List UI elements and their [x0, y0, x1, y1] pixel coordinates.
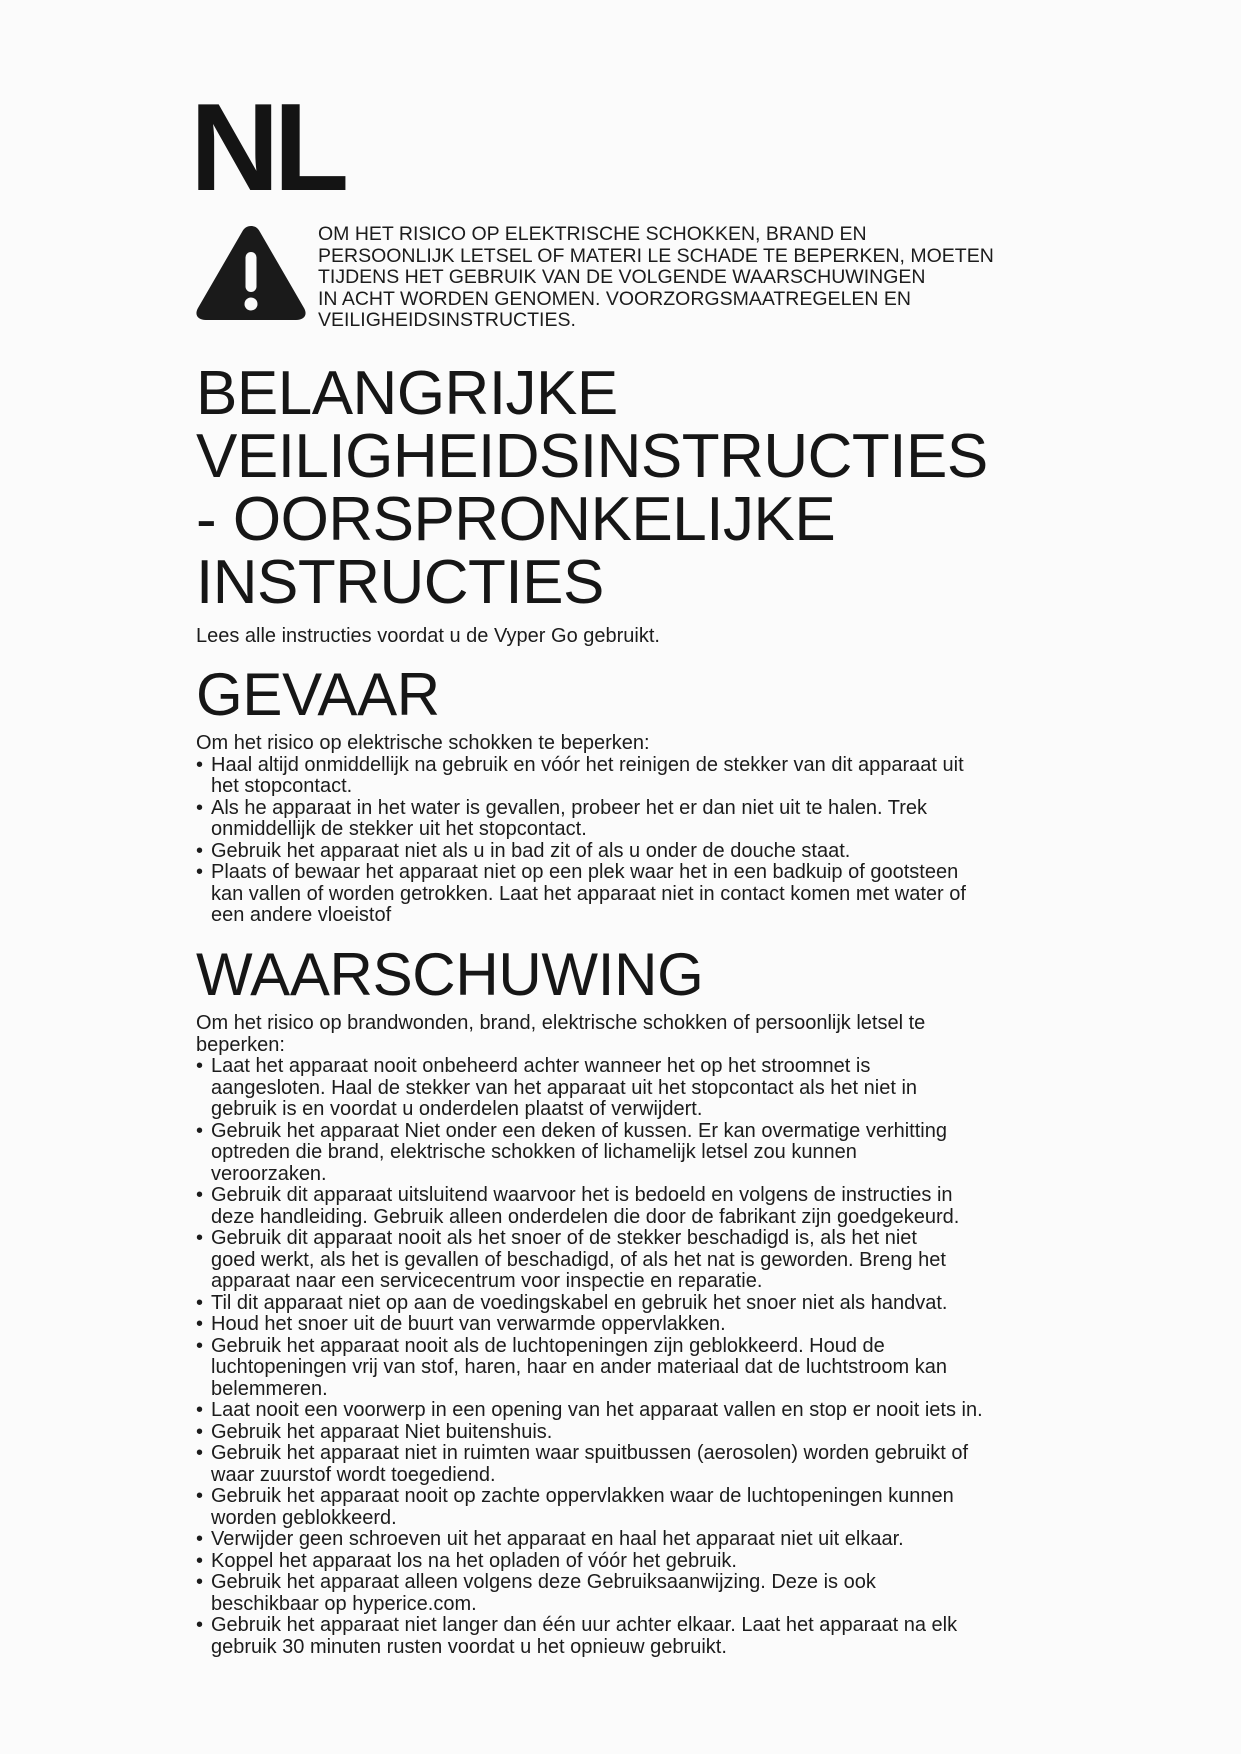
list-item: • Als he apparaat in het water is gevallen, probeer het er dan niet uit te halen. Trek onmiddellijk de stekker uit het stopcontact. — [196, 798, 1056, 841]
gevaar-lead: Om het risico op elektrische schokken te beperken: — [196, 732, 650, 754]
list-item: • Plaats of bewaar het apparaat niet op een plek waar het in een badkuip of gootsteen kan vallen of worden getrokken. Laat het apparaat niet in contact komen met water of een andere vloeistof — [196, 862, 1056, 927]
list-item: • Gebruik het apparaat nooit op zachte oppervlakken waar de luchtopeningen kunnen worden geblokkeerd. — [196, 1486, 1056, 1529]
list-item: • Gebruik dit apparaat nooit als het snoer of de stekker beschadigd is, als het niet goed werkt, als het is gevallen of beschadigd, of als het nat is geworden. Breng het apparaat naar een servicecentrum voor inspectie en reparatie. — [196, 1228, 1056, 1293]
waarschuwing-heading: WAARSCHUWING — [196, 941, 704, 1008]
intro-text: Lees alle instructies voordat u de Vyper Go gebruikt. — [196, 625, 660, 647]
gevaar-section — [196, 733, 1056, 927]
list-item: • Verwijder geen schroeven uit het apparaat en haal het apparaat niet uit elkaar. — [196, 1529, 1056, 1551]
waarschuwing-lead: Om het risico op brandwonden, brand, elektrische schokken of persoonlijk letsel te beperken: — [196, 1012, 926, 1056]
warning-statement: OM HET RISICO OP ELEKTRISCHE SCHOKKEN, BRAND EN PERSOONLIJK LETSEL OF MATERI LE SCHADE TE BEPERKEN, MOETEN TIJDENS HET GEBRUIK VAN DE VOLGENDE WAARSCHUWINGEN IN ACHT WORDEN GENOMEN. VOORZORGSMAATREGELEN EN VEILIGHEIDSINSTRUCTIES. — [318, 223, 994, 331]
gevaar-list — [196, 755, 1056, 927]
list-item: • Haal altijd onmiddellijk na gebruik en vóór het reinigen de stekker van dit apparaat uit het stopcontact. — [196, 755, 1056, 798]
list-item: • Gebruik dit apparaat uitsluitend waarvoor het is bedoeld en volgens de instructies in deze handleiding. Gebruik alleen onderdelen die door de fabrikant zijn goedgekeurd. — [196, 1185, 1056, 1228]
list-item: • Gebruik het apparaat niet langer dan één uur achter elkaar. Laat het apparaat na elk gebruik 30 minuten rusten voordat u het opnieuw gebruikt. — [196, 1615, 1056, 1658]
waarschuwing-section — [196, 1013, 1056, 1658]
page-title: BELANGRIJKE VEILIGHEIDSINSTRUCTIES - OORSPRONKELIJKE INSTRUCTIES — [196, 359, 988, 617]
warning-triangle-icon — [192, 222, 310, 322]
gevaar-heading: GEVAAR — [196, 661, 440, 728]
list-item: • Gebruik het apparaat niet als u in bad zit of als u onder de douche staat. — [196, 841, 1056, 863]
list-item: • Gebruik het apparaat niet in ruimten waar spuitbussen (aerosolen) worden gebruikt of waar zuurstof wordt toegediend. — [196, 1443, 1056, 1486]
list-item: • Gebruik het apparaat Niet onder een deken of kussen. Er kan overmatige verhitting optreden die brand, elektrische schokken of lichamelijk letsel zou kunnen veroorzaken. — [196, 1121, 1056, 1186]
list-item: • Gebruik het apparaat Niet buitenshuis. — [196, 1422, 1056, 1444]
waarschuwing-list — [196, 1056, 1056, 1658]
list-item: • Houd het snoer uit de buurt van verwarmde oppervlakken. — [196, 1314, 1056, 1336]
list-item: • Gebruik het apparaat nooit als de luchtopeningen zijn geblokkeerd. Houd de luchtopeningen vrij van stof, haren, haar en ander materiaal dat de luchtstroom kan belemmeren. — [196, 1336, 1056, 1401]
language-code: NL — [190, 79, 344, 217]
list-item: • Koppel het apparaat los na het opladen of vóór het gebruik. — [196, 1551, 1056, 1573]
list-item: • Laat nooit een voorwerp in een opening van het apparaat vallen en stop er nooit iets in. — [196, 1400, 1056, 1422]
list-item: • Laat het apparaat nooit onbeheerd achter wanneer het op het stroomnet is aangesloten. Haal de stekker van het apparaat uit het stopcontact als het niet in gebruik is en voordat u onderdelen plaatst of verwijdert. — [196, 1056, 1056, 1121]
list-item: • Til dit apparaat niet op aan de voedingskabel en gebruik het snoer niet als handvat. — [196, 1293, 1056, 1315]
list-item: • Gebruik het apparaat alleen volgens deze Gebruiksaanwijzing. Deze is ook beschikbaar op hyperice.com. — [196, 1572, 1056, 1615]
